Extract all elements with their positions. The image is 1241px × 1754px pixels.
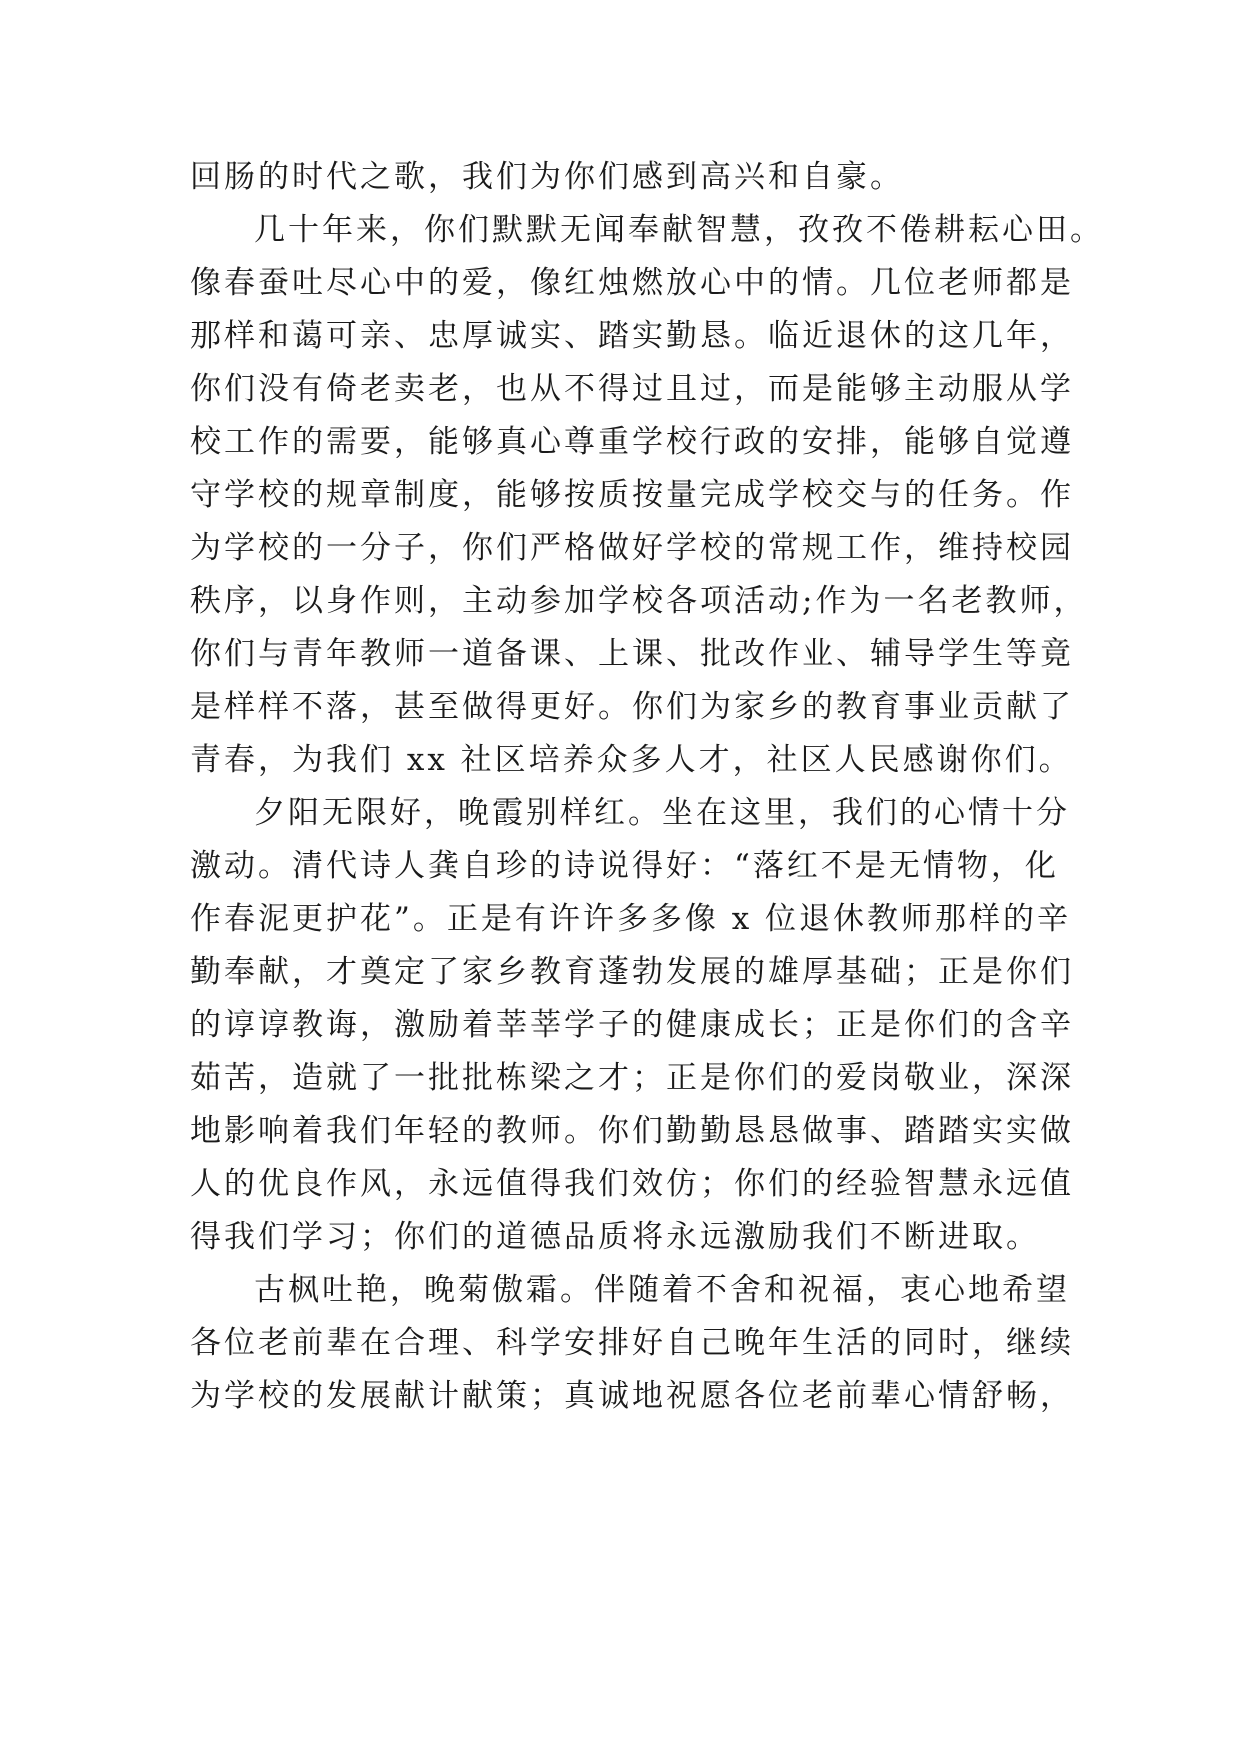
text-line: 青春，为我们 xx 社区培养众多人才，社区人民感谢你们。 [190,742,1073,778]
text-line: 茹苦，造就了一批批栋梁之才；正是你们的爱岗敬业，深深 [190,1060,1074,1096]
text-line: 是样样不落，甚至做得更好。你们为家乡的教育事业贡献了 [190,689,1074,725]
text-line: 为学校的发展献计献策；真诚地祝愿各位老前辈心情舒畅， [190,1378,1074,1414]
body-text [190,151,1104,1423]
text-line: 人的优良作风，永远值得我们效仿；你们的经验智慧永远值 [190,1166,1074,1202]
text-line: 回肠的时代之歌，我们为你们感到高兴和自豪。 [190,159,904,195]
text-line: 地影响着我们年轻的教师。你们勤勤恳恳做事、踏踏实实做 [190,1113,1074,1149]
text-line: 你们与青年教师一道备课、上课、批改作业、辅导学生等竟 [190,636,1074,672]
text-line: 那样和蔼可亲、忠厚诚实、踏实勤恳。临近退休的这几年， [190,318,1074,354]
text-line: 作春泥更护花”。正是有许许多多像 x 位退休教师那样的辛 [190,901,1072,937]
text-line: 校工作的需要，能够真心尊重学校行政的安排，能够自觉遵 [190,424,1074,460]
text-line: 像春蚕吐尽心中的爱，像红烛燃放心中的情。几位老师都是 [190,265,1074,301]
paragraph-first-line: 几十年来，你们默默无闻奉献智慧，孜孜不倦耕耘心田。 [254,212,1104,248]
text-line: 各位老前辈在合理、科学安排好自己晚年生活的同时，继续 [190,1325,1074,1361]
paragraph-first-line: 夕阳无限好，晚霞别样红。坐在这里，我们的心情十分 [254,795,1070,831]
text-line: 你们没有倚老卖老，也从不得过且过，而是能够主动服从学 [190,371,1074,407]
paragraph-first-line: 古枫吐艳，晚菊傲霜。伴随着不舍和祝福，衷心地希望 [254,1272,1070,1308]
text-line: 激动。清代诗人龚自珍的诗说得好：“落红不是无情物，化 [190,848,1059,884]
text-line: 守学校的规章制度，能够按质按量完成学校交与的任务。作 [190,477,1074,513]
text-line: 的谆谆教诲，激励着莘莘学子的健康成长；正是你们的含辛 [190,1007,1074,1043]
text-line: 得我们学习；你们的道德品质将永远激励我们不断进取。 [190,1219,1040,1255]
text-line: 勤奉献，才奠定了家乡教育蓬勃发展的雄厚基础；正是你们 [190,954,1074,990]
text-line: 为学校的一分子，你们严格做好学校的常规工作，维持校园 [190,530,1074,566]
text-line: 秩序，以身作则，主动参加学校各项活动;作为一名老教师， [190,583,1088,619]
